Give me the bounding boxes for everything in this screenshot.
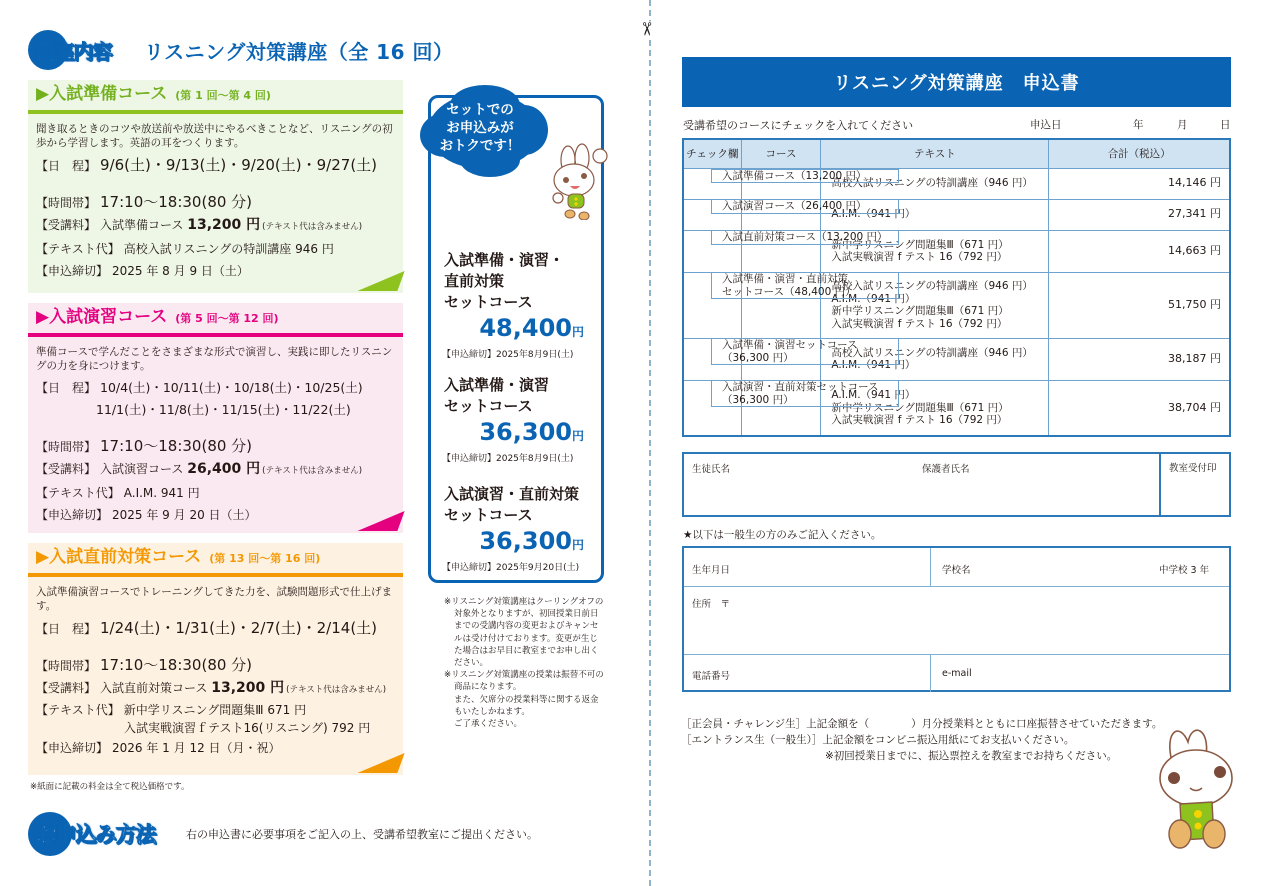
textbook-2: 入試実戦演習ｆテスト16(リスニング) 792 円 [124,721,371,735]
how-to-apply [28,812,538,856]
deadline: 2026 年 1 月 12 日（月・祝） [112,741,281,755]
payment-notes: ［正会員・チャレンジ生］上記金額を（ ）月分授業料とともに口座振替させていただきます。 ［エントランス生（一般生）］上記金額をコンビニ振込用紙にてお支払いください。 ※初回授業日までに、振込票控えを教室までお持ちください。 [681,718,1163,762]
table-row: 入試準備コース（13,200 円） 高校入試リスニングの特訓講座（946 円） 14,146 円 [683,168,1230,199]
schedule-line2: 11/1(土)・11/8(土)・11/15(土)・11/22(土) [96,402,351,417]
textbook: 高校入試リスニングの特訓講座 946 円 [123,242,334,256]
course-fee: 26,400 円 [187,461,261,477]
table-row: 入試演習・直前対策セットコース （36,300 円） A.I.M.（941 円） 新中学リスニング問題集Ⅲ（671 円） 入試実戦演習 f テスト 16（792 円） 38,704 円 [683,380,1230,436]
course-selection-table [682,138,1231,437]
cancellation-notes: ※リスニング対策講座はクーリングオフの対象外となりますが、初回授業日前日までの受講内容の変更およびキャンセルは受け付けております。変更が生じた場合はお早目に教室までお申し出ください。 ※リスニング対策講座の授業は振替不可の商品になります。 また、欠席分の授業料等に関する返金もいたしかねます。 ご了承ください。 [444,597,604,730]
set-deadline: 【申込締切】2025年8月9日(土) [442,350,574,360]
course-range: (第 5 回〜第 12 回) [175,312,279,325]
phone-field[interactable]: 電話番号 [692,671,731,682]
set-deadline: 【申込締切】2025年9月20日(土) [442,563,580,573]
form-title: リスニング対策講座 申込書 [682,57,1231,107]
names-box [682,452,1231,517]
address-field[interactable]: 住所 〒 [692,599,731,610]
course-fee: 13,200 円 [187,217,261,233]
course-description: 入試準備演習コースでトレーニングしてきた力を、試験問題形式で仕上げます。 [36,586,393,612]
textbook: 新中学リスニング問題集Ⅲ 671 円 [123,703,307,717]
howto-text: 右の申込書に必要事項をご記入の上、受講希望教室にご提出ください。 [186,828,538,841]
rabbit-mascot-icon [540,140,610,220]
course-range: (第 1 回〜第 4 回) [175,89,271,102]
course-description: 聞き取るときのコツや放送前や放送中にやるべきことなど、リスニングの初歩から学習します。英語の耳をつくります。 [36,123,393,149]
form-instruction: 受講希望のコースにチェックを入れてください [683,119,914,132]
time-slot: 17:10〜18:30(80 分) [100,656,253,674]
guardian-name-field[interactable]: 保護者氏名 [922,464,970,475]
page-title: リスニング対策講座（全 16 回） [144,39,454,64]
course-name: ▶入試演習コース [36,307,168,327]
table-row: 入試準備・演習セットコース （36,300 円） 高校入試リスニングの特訓講座（946 円） A.I.M.（941 円） 38,187 円 [683,338,1230,380]
tax-note: ※紙面に記載の料金は全て税込価格です。 [30,782,190,792]
deadline: 2025 年 8 月 9 日（土） [112,264,249,278]
table-row: 入試直前対策コース（13,200 円） 新中学リスニング問題集Ⅲ（671 円） 入試実戦演習 f テスト 16（792 円） 14,663 円 [683,230,1230,272]
student-name-field[interactable]: 生徒氏名 [692,464,731,475]
course-name: ▶入試直前対策コース [36,547,202,567]
scissors-icon: ✂ [635,21,657,37]
set-deadline: 【申込締切】2025年8月9日(土) [442,454,574,464]
time-slot: 17:10〜18:30(80 分) [100,193,253,211]
course-fee: 13,200 円 [211,680,285,696]
corner-triangle [357,271,404,291]
course-name: ▶入試準備コース [36,84,168,104]
course-card-practice: ▶入試演習コース (第 5 回〜第 12 回) 準備コースで学んだことをさまざまな形式で演習し、実践に即したリスニングの力を身につけます。 【日 程】 10/4(土)・10/11(土)・10/18(土)・10/25(土) 11/1(土)・11/8(土)・11/15(土)・11/22(土) 【時間帯】 17:10〜18:30(80 分) 【受講料】 入試演習コース 26,400 円 (テキスト代は含みません) 【テキスト代】 A.I.M. 941 円 【申込締切】 2025 年 9 月 20 日（土） [28,303,403,533]
col-check: チェック欄 [683,139,741,168]
course-card-preparation: ▶入試準備コース (第 1 回〜第 4 回) 聞き取るときのコツや放送前や放送中にやるべきことなど、リスニングの初歩から学習します。英語の耳をつくります。 【日 程】 9/6(土)・9/13(土)・9/20(土)・9/27(土) 【時間帯】 17:10〜18:30(80 分) 【受講料】 入試準備コース 13,200 円 (テキスト代は含みません) 【テキスト代】 高校入試リスニングの特訓講座 946 円 【申込締切】 2025 年 8 月 9 日（土） [28,80,403,293]
set-course-all: 入試準備・演習・ 直前対策 セットコース 48,400円 【申込締切】2025年8月9日(土) [444,250,594,360]
set-course-practice-final: 入試演習・直前対策 セットコース 36,300円 【申込締切】2025年9月20日(土) [444,484,594,573]
deadline: 2025 年 9 月 20 日（土） [112,508,257,522]
corner-triangle [357,753,404,773]
heading-badge: 講座内容 [28,30,132,70]
set-price: 36,300 [479,418,572,446]
cut-line [649,0,651,886]
course-card-final: ▶入試直前対策コース (第 13 回〜第 16 回) 入試準備演習コースでトレーニングしてきた力を、試験問題形式で仕上げます。 【日 程】 1/24(土)・1/31(土)・2/7(土)・2/14(土) 【時間帯】 17:10〜18:30(80 分) 【受講料】 入試直前対策コース 13,200 円 (テキスト代は含みません) 【テキスト代】 新中学リスニング問題集Ⅲ 671 円 入試実戦演習ｆテスト16(リスニング) 792 円 【申込締切】 2026 年 1 月 12 日（月・祝） [28,543,403,775]
schedule: 10/4(土)・10/11(土)・10/18(土)・10/25(土) [100,380,363,395]
table-row: 入試演習コース（26,400 円） A.I.M.（941 円） 27,341 円 [683,199,1230,230]
schedule: 1/24(土)・1/31(土)・2/7(土)・2/14(土) [100,619,378,637]
set-price: 36,300 [479,527,572,555]
email-field[interactable]: e-mail [942,668,972,679]
page-heading [28,30,453,70]
col-course: コース [741,139,821,168]
grade-label: 中学校 3 年 [1159,565,1210,576]
col-total: 合計（税込） [1049,139,1230,168]
set-course-prep-practice: 入試準備・演習 セットコース 36,300円 【申込締切】2025年8月9日(土) [444,375,594,464]
rabbit-mascot-icon [1150,722,1245,850]
reception-stamp-field: 教室受付印 [1159,454,1231,515]
set-price: 48,400 [479,314,572,342]
schedule: 9/6(土)・9/13(土)・9/20(土)・9/27(土) [100,156,378,174]
birthday-field[interactable]: 生年月日 [692,565,731,576]
course-range: (第 13 回〜第 16 回) [209,552,321,565]
course-description: 準備コースで学んだことをさまざまな形式で演習し、実践に即したリスニングの力を身につけます。 [36,346,393,372]
general-student-note: ★以下は一般生の方のみご記入ください。 [683,529,882,541]
time-slot: 17:10〜18:30(80 分) [100,437,253,455]
textbook: A.I.M. 941 円 [123,486,200,500]
corner-triangle [357,511,404,531]
speech-bubble: セットでの お申込みが おトクです！ [420,85,550,179]
col-text: テキスト [821,139,1049,168]
howto-badge: お申込み方法 [28,812,168,856]
table-row: 入試準備・演習・直前対策 セットコース（48,400 円） 高校入試リスニングの特訓講座（946 円） A.I.M.（941 円） 新中学リスニング問題集Ⅲ（671 円） 入試実戦演習 f テスト 16（792 円） 51,750 円 [683,272,1230,338]
general-student-box [682,546,1231,692]
school-field[interactable]: 学校名 [942,565,971,576]
